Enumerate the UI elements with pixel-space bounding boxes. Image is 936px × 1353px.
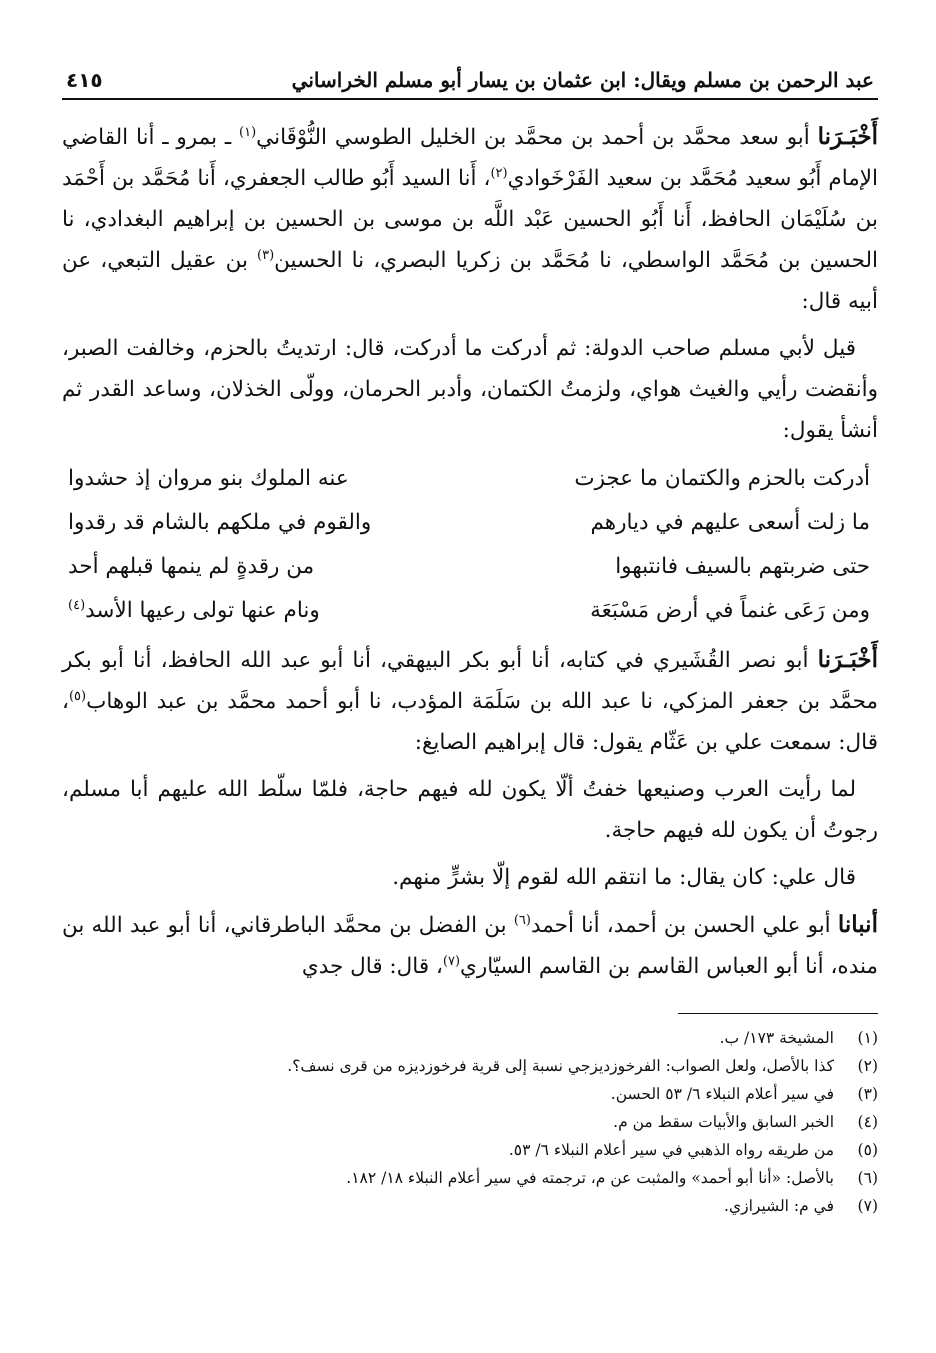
footnote-ref: (٧) bbox=[442, 953, 461, 969]
poem bbox=[62, 457, 878, 633]
footnote-number: (٢) bbox=[857, 1057, 878, 1075]
header-title: عبد الرحمن بن مسلم ويقال: ابن عثمان بن يسار أبو مسلم الخراساني bbox=[291, 68, 874, 92]
verse-first-hemistich: ما زلت أسعى عليهم في ديارهم bbox=[590, 510, 870, 535]
verse-first-hemistich: أدركت بالحزم والكتمان ما عجزت bbox=[574, 466, 870, 491]
footnote-text: في سير أعلام النبلاء ٦/ ٥٣ الحسن. bbox=[610, 1085, 834, 1103]
footnote-number: (١) bbox=[857, 1029, 878, 1047]
footnote bbox=[62, 1164, 878, 1192]
verse-first-hemistich: حتى ضربتهم بالسيف فانتبهوا bbox=[615, 554, 870, 579]
footnote-ref: (٣) bbox=[257, 247, 275, 263]
footnote-ref: (٤) bbox=[68, 597, 86, 613]
isnad-keyword: أَخْبَـرَنا bbox=[817, 123, 878, 150]
poem-verse bbox=[62, 457, 878, 501]
footnote-ref: (٦) bbox=[513, 912, 531, 928]
paragraph-isnad-1 bbox=[62, 116, 878, 322]
verse-second-hemistich: من رقدةٍ لم ينمها قبلهم أحد bbox=[68, 554, 315, 579]
footnote-text: من طريقه رواه الذهبي في سير أعلام النبلاء ٦/ ٥٣. bbox=[508, 1141, 834, 1159]
paragraph-text: أبو سعد محمَّد بن أحمد بن محمَّد بن الخليل الطوسي النُّوْقَاني bbox=[256, 125, 818, 150]
paragraph-text: أبو نصر القُشَيري في كتابه، أنا أبو بكر البيهقي، أنا أبو عبد الله الحافظ، أنا أبو بكر محمَّد بن جعفر المزكي، نا عبد الله بن سَلَمَة المؤدب، نا أبو أحمد محمَّد بن عبد الوهاب bbox=[62, 648, 878, 714]
paragraph-isnad-3 bbox=[62, 904, 878, 987]
paragraph-narration-3: قال علي: كان يقال: ما انتقم الله لقوم إلّا بشرٍّ منهم. bbox=[392, 865, 856, 890]
footnote-ref: (٥) bbox=[68, 688, 87, 704]
footnote-text: بالأصل: «أنا أبو أحمد» والمثبت عن م، ترجمته في سير أعلام النبلاء ١٨/ ١٨٢. bbox=[346, 1169, 834, 1187]
poem-verse bbox=[62, 545, 878, 589]
paragraph-text: بن الفضل بن محمَّد الباطرقاني، أنا أبو عبد الله بن منده، أنا أبو العباس القاسم بن القاسم السيّاري bbox=[62, 913, 878, 979]
paragraph-narration-2: لما رأيت العرب وصنيعها خفتُ ألّا يكون لله فيهم حاجة، فلمّا سلّط الله عليهم أبا مسلم، رجوتُ أن يكون لله فيهم حاجة. bbox=[62, 777, 878, 843]
poem-verse bbox=[62, 589, 878, 633]
paragraph-isnad-2 bbox=[62, 639, 878, 763]
paragraph-narration-1: قيل لأبي مسلم صاحب الدولة: ثم أدركت ما أدركت، قال: ارتديتُ بالحزم، وخالفت الصبر، وأنقضت رأيي والغيث هواي، ولزمتُ الكتمان، وأدبر الحرمان، وولّى الخذلان، وساعد القدر ثم أنشأ يقول: bbox=[62, 336, 878, 443]
footnote-text: في م: الشيرازي. bbox=[724, 1197, 834, 1215]
footnote bbox=[62, 1024, 878, 1052]
footnote-number: (٧) bbox=[857, 1197, 878, 1215]
footnote bbox=[62, 1052, 878, 1080]
footnotes bbox=[62, 1024, 878, 1220]
running-header bbox=[62, 56, 878, 98]
footnote bbox=[62, 1080, 878, 1108]
verse-second-hemistich: والقوم في ملكهم بالشام قد رقدوا bbox=[68, 510, 372, 535]
poem-verse bbox=[62, 501, 878, 545]
footnote-number: (٦) bbox=[857, 1169, 878, 1187]
paragraph-text: ـ بمرو ـ أنا القاضي الإمام أَبُو سعيد مُحَمَّد بن سعيد الفَرْخَوادي bbox=[62, 125, 878, 191]
footnote-number: (٤) bbox=[857, 1113, 878, 1131]
verse-second-hemistich: عنه الملوك بنو مروان إذ حشدوا bbox=[68, 466, 349, 491]
isnad-keyword: أنبانا bbox=[837, 911, 878, 938]
paragraph-text: ، قال: سمعت علي بن عَثّام يقول: قال إبراهيم الصايغ: bbox=[62, 689, 878, 755]
footnote bbox=[62, 1192, 878, 1220]
paragraph-text: ، قال: قال جدي bbox=[301, 954, 443, 979]
paragraph-text: ، أَنا السيد أَبُو طالب الجعفري، أَنا مُحَمَّد بن أَحْمَد بن سُلَيْمَان الحافظ، أَنا أَبُو الحسين عَبْد اللَّه بن موسى بن الحسين بن إبراهيم البغدادي، نا الحسين بن مُحَمَّد الواسطي، نا مُحَمَّد بن زكريا البصري، نا الحسين bbox=[62, 166, 879, 273]
isnad-keyword: أَخْبَـرَنا bbox=[817, 646, 878, 673]
paragraph-text: بن عقيل التبعي، عن أبيه قال: bbox=[62, 248, 878, 314]
footnote bbox=[62, 1136, 878, 1164]
footnote-number: (٣) bbox=[857, 1085, 878, 1103]
footnote bbox=[62, 1108, 878, 1136]
verse-first-hemistich: ومن رَعَى غنماً في أرض مَسْبَعَة bbox=[590, 598, 870, 623]
page-number: ٤١٥ bbox=[66, 68, 103, 92]
footnote-text: كذا بالأصل، ولعل الصواب: الفرخوزديزجي نسبة إلى قرية فرخوزديزه من قرى نسف؟. bbox=[287, 1057, 834, 1075]
header-rule bbox=[62, 98, 878, 100]
footnote-ref: (١) bbox=[239, 124, 257, 140]
footnote-text: المشيخة ١٧٣/ ب. bbox=[719, 1029, 834, 1047]
footnote-number: (٥) bbox=[857, 1141, 878, 1159]
footnote-ref: (٢) bbox=[490, 165, 508, 181]
verse-second-hemistich: ونام عنها تولى رعيها الأسد$^{(٤)}$ bbox=[68, 597, 320, 623]
paragraph-text: أبو علي الحسن بن أحمد، أنا أحمد bbox=[530, 913, 838, 938]
footnote-text: الخبر السابق والأبيات سقط من م. bbox=[613, 1113, 834, 1131]
book-page bbox=[62, 56, 878, 1220]
footnote-separator bbox=[678, 1013, 878, 1014]
